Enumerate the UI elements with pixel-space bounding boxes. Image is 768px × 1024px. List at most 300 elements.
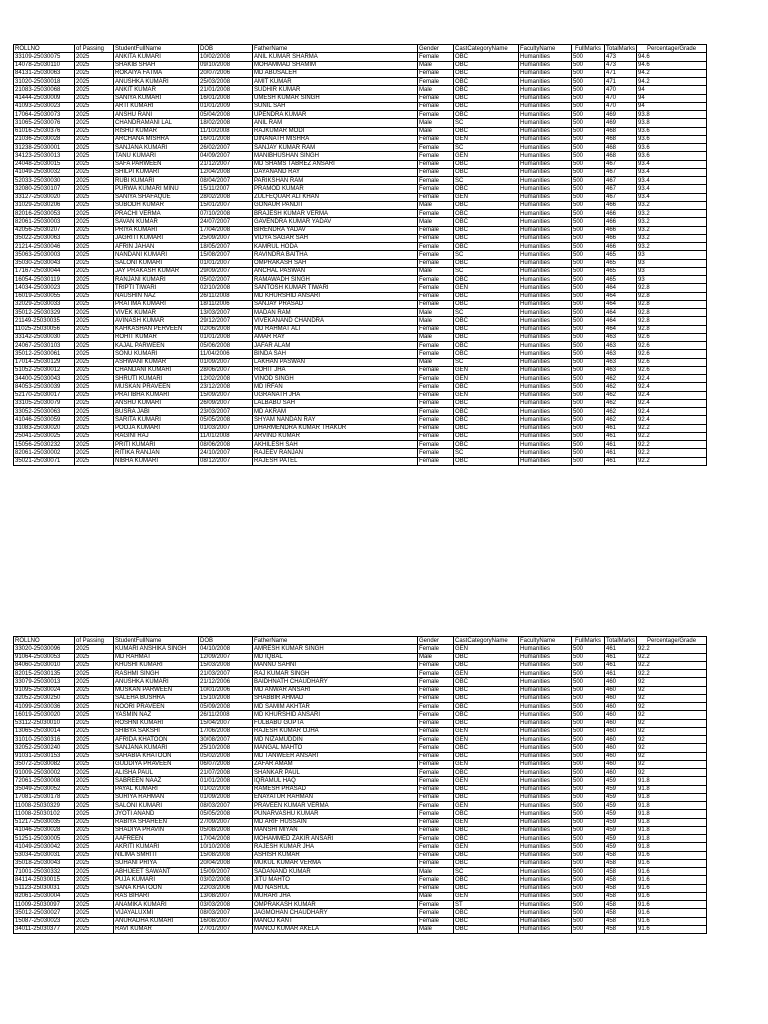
cell-category: GEN <box>454 802 519 810</box>
cell-dob: 25/03/2008 <box>199 78 253 86</box>
cell-year-of-passing: 2025 <box>75 851 114 859</box>
cell-total-marks: 462 <box>605 399 637 407</box>
cell-year-of-passing: 2025 <box>75 694 114 702</box>
cell-full-marks: 500 <box>572 243 605 251</box>
cell-percentage: 91.6 <box>637 868 707 876</box>
cell-student-name: ANKIT KUMAR <box>114 86 199 94</box>
cell-percentage: 92.2 <box>637 645 707 653</box>
cell-full-marks: 500 <box>572 818 605 826</box>
cell-full-marks: 500 <box>572 86 605 94</box>
cell-dob: 15/10/2008 <box>199 694 253 702</box>
cell-faculty: Humanities <box>519 686 572 694</box>
cell-dob: 10/01/2006 <box>199 686 253 694</box>
cell-rollno: 51217-25030035 <box>14 818 75 826</box>
cell-year-of-passing: 2025 <box>75 901 114 909</box>
cell-faculty: Humanities <box>519 276 572 284</box>
cell-percentage: 92.4 <box>637 408 707 416</box>
cell-percentage: 92.8 <box>637 325 707 333</box>
column-header-total-marks: TotalMarks <box>606 637 636 644</box>
cell-father-name: UGRANATH JHA <box>253 391 418 399</box>
cell-category: GEN <box>454 284 519 292</box>
cell-rollno: 31238-25030001 <box>14 144 75 152</box>
cell-student-name: RISHU KUMAR <box>114 127 199 135</box>
cell-father-name: MD SHAMS TABREZ ANSARI <box>253 160 418 168</box>
table-row <box>14 342 707 350</box>
cell-dob: 09/10/2008 <box>199 61 253 69</box>
table-row <box>14 317 707 325</box>
cell-year-of-passing: 2025 <box>75 727 114 735</box>
cell-year-of-passing: 2025 <box>75 661 114 669</box>
cell-rollno: 72061-25030008 <box>14 777 75 785</box>
cell-category: OBC <box>454 719 519 727</box>
cell-category: OBC <box>454 234 519 242</box>
cell-full-marks: 500 <box>572 399 605 407</box>
cell-gender: Female <box>418 711 454 719</box>
cell-rollno: 11008-25030102 <box>14 810 75 818</box>
cell-dob: 11/10/2008 <box>199 127 253 135</box>
cell-rollno: 14034-25030023 <box>14 284 75 292</box>
cell-full-marks: 500 <box>572 719 605 727</box>
cell-percentage: 92.2 <box>637 661 707 669</box>
cell-faculty: Humanities <box>519 300 572 308</box>
cell-total-marks: 459 <box>605 810 637 818</box>
cell-faculty: Humanities <box>519 703 572 711</box>
cell-total-marks: 469 <box>605 119 637 127</box>
cell-rollno: 82061-25030004 <box>14 892 75 900</box>
cell-gender: Female <box>418 785 454 793</box>
cell-percentage: 91.6 <box>637 901 707 909</box>
cell-percentage: 93.2 <box>637 226 707 234</box>
cell-student-name: AFRIDA KHATOON <box>114 736 199 744</box>
cell-student-name: SHRUTI KUMARI <box>114 375 199 383</box>
cell-father-name: DHARMENDRA KUMAR THAKUR <box>253 424 418 432</box>
cell-category: OBC <box>454 686 519 694</box>
cell-rollno: 35018-25030043 <box>14 859 75 867</box>
table-row <box>14 901 707 909</box>
table-row <box>14 391 707 399</box>
cell-total-marks: 460 <box>605 736 637 744</box>
cell-year-of-passing: 2025 <box>75 201 114 209</box>
cell-faculty: Humanities <box>519 810 572 818</box>
cell-percentage: 92 <box>637 752 707 760</box>
cell-full-marks: 500 <box>572 342 605 350</box>
cell-percentage: 93.4 <box>637 168 707 176</box>
cell-category: OBC <box>454 226 519 234</box>
table-row <box>14 358 707 366</box>
table-row <box>14 234 707 242</box>
cell-category: OBC <box>454 424 519 432</box>
cell-father-name: RAMESH PRASAD <box>253 785 418 793</box>
cell-dob: 12/04/2008 <box>199 168 253 176</box>
cell-category: GEN <box>454 375 519 383</box>
cell-rollno: 34123-25030013 <box>14 152 75 160</box>
cell-total-marks: 470 <box>605 102 637 110</box>
cell-rollno: 84053-25030039 <box>14 383 75 391</box>
cell-percentage: 92.8 <box>637 284 707 292</box>
cell-gender: Female <box>418 210 454 218</box>
cell-father-name: AMRESH KUMAR SINGH <box>253 645 418 653</box>
cell-year-of-passing: 2025 <box>75 168 114 176</box>
cell-percentage: 91.8 <box>637 785 707 793</box>
cell-father-name: BAIDHNATH CHAUDHARY <box>253 678 418 686</box>
cell-father-name: SUNIL SAH <box>253 102 418 110</box>
cell-year-of-passing: 2025 <box>75 785 114 793</box>
table-row <box>14 727 707 735</box>
cell-rollno: 51251-25030005 <box>14 835 75 843</box>
cell-percentage: 93.2 <box>637 201 707 209</box>
cell-percentage: 92.6 <box>637 350 707 358</box>
cell-gender: Female <box>418 884 454 892</box>
cell-father-name: MANOJ KUMAR AKELA <box>253 925 418 933</box>
cell-category: OBC <box>454 160 519 168</box>
table-row <box>14 350 707 358</box>
cell-dob: 26/09/2007 <box>199 399 253 407</box>
cell-father-name: ANIL RAM <box>253 119 418 127</box>
cell-year-of-passing: 2025 <box>75 408 114 416</box>
table-row <box>14 670 707 678</box>
cell-gender: Female <box>418 375 454 383</box>
cell-student-name: RAGINI RAJ <box>114 432 199 440</box>
cell-faculty: Humanities <box>519 653 572 661</box>
cell-total-marks: 467 <box>605 177 637 185</box>
cell-student-name: PRITI KUMARI <box>114 441 199 449</box>
cell-gender: Female <box>418 424 454 432</box>
cell-gender: Female <box>418 760 454 768</box>
table-row <box>14 201 707 209</box>
table-row <box>14 802 707 810</box>
cell-gender: Female <box>418 661 454 669</box>
cell-dob: 01/09/2007 <box>199 358 253 366</box>
cell-gender: Female <box>418 243 454 251</box>
cell-father-name: MD ANWAR ANSARI <box>253 686 418 694</box>
cell-percentage: 93.6 <box>637 135 707 143</box>
cell-gender: Female <box>418 102 454 110</box>
cell-total-marks: 461 <box>605 661 637 669</box>
cell-father-name: MD RAHMAT ALI <box>253 325 418 333</box>
cell-faculty: Humanities <box>519 785 572 793</box>
table-row <box>14 909 707 917</box>
cell-rollno: 84060-25030010 <box>14 661 75 669</box>
cell-year-of-passing: 2025 <box>75 909 114 917</box>
cell-percentage: 92 <box>637 694 707 702</box>
cell-category: OBC <box>454 826 519 834</box>
cell-rollno: 13065-25030014 <box>14 727 75 735</box>
cell-full-marks: 500 <box>572 727 605 735</box>
cell-gender: Male <box>418 892 454 900</box>
cell-gender: Male <box>418 201 454 209</box>
cell-category: OBC <box>454 711 519 719</box>
cell-total-marks: 465 <box>605 259 637 267</box>
cell-total-marks: 458 <box>605 917 637 925</box>
cell-father-name: ANCHAL PASWAN <box>253 267 418 275</box>
table-row <box>14 760 707 768</box>
table-row <box>14 193 707 201</box>
cell-year-of-passing: 2025 <box>75 711 114 719</box>
cell-student-name: RAS BIHARI <box>114 892 199 900</box>
cell-faculty: Humanities <box>519 69 572 77</box>
cell-full-marks: 500 <box>572 769 605 777</box>
cell-faculty: Humanities <box>519 901 572 909</box>
cell-dob: 18/02/2008 <box>199 119 253 127</box>
cell-gender: Female <box>418 366 454 374</box>
cell-faculty: Humanities <box>519 358 572 366</box>
cell-category: SC <box>454 119 519 127</box>
cell-gender: Female <box>418 645 454 653</box>
cell-father-name: BIRENDRA YADAV <box>253 226 418 234</box>
cell-full-marks: 500 <box>572 441 605 449</box>
table-row <box>14 826 707 834</box>
cell-dob: 04/09/2007 <box>199 152 253 160</box>
cell-faculty: Humanities <box>519 441 572 449</box>
cell-year-of-passing: 2025 <box>75 226 114 234</box>
cell-full-marks: 500 <box>572 391 605 399</box>
cell-faculty: Humanities <box>519 851 572 859</box>
cell-category: ST <box>454 901 519 909</box>
cell-father-name: VIVEKANAND CHANDRA <box>253 317 418 325</box>
column-header-dob: DOB <box>199 637 253 645</box>
cell-percentage: 93 <box>637 259 707 267</box>
cell-year-of-passing: 2025 <box>75 61 114 69</box>
cell-total-marks: 466 <box>605 226 637 234</box>
cell-dob: 11/04/2006 <box>199 350 253 358</box>
cell-year-of-passing: 2025 <box>75 234 114 242</box>
cell-father-name: IQRAMUL HAQ <box>253 777 418 785</box>
cell-full-marks: 500 <box>572 350 605 358</box>
cell-percentage: 94.6 <box>637 53 707 61</box>
cell-total-marks: 468 <box>605 144 637 152</box>
cell-category: GEN <box>454 760 519 768</box>
cell-full-marks: 500 <box>572 711 605 719</box>
cell-gender: Male <box>418 925 454 933</box>
cell-total-marks: 458 <box>605 901 637 909</box>
cell-year-of-passing: 2025 <box>75 218 114 226</box>
cell-percentage: 93 <box>637 251 707 259</box>
cell-year-of-passing: 2025 <box>75 449 114 457</box>
cell-year-of-passing: 2025 <box>75 769 114 777</box>
cell-percentage: 94 <box>637 94 707 102</box>
cell-category: OBC <box>454 785 519 793</box>
cell-total-marks: 461 <box>605 645 637 653</box>
cell-faculty: Humanities <box>519 744 572 752</box>
cell-gender: Female <box>418 152 454 160</box>
cell-rollno: 35022-25030063 <box>14 234 75 242</box>
cell-rollno: 33109-25030075 <box>14 53 75 61</box>
cell-father-name: MD ARIF HUSSAIN <box>253 818 418 826</box>
cell-rollno: 35012-25030027 <box>14 909 75 917</box>
cell-dob: 02/06/2008 <box>199 325 253 333</box>
cell-dob: 15/03/2008 <box>199 661 253 669</box>
cell-total-marks: 458 <box>605 859 637 867</box>
cell-percentage: 91.8 <box>637 818 707 826</box>
cell-faculty: Humanities <box>519 201 572 209</box>
cell-full-marks: 500 <box>572 193 605 201</box>
cell-gender: Female <box>418 686 454 694</box>
cell-category: OBC <box>454 259 519 267</box>
column-header-rollno: ROLLNO <box>14 45 75 53</box>
cell-category: OBC <box>454 333 519 341</box>
cell-student-name: SABREEN NAAZ <box>114 777 199 785</box>
cell-category: OBC <box>454 769 519 777</box>
cell-category: OBC <box>454 210 519 218</box>
cell-full-marks: 500 <box>572 234 605 242</box>
cell-total-marks: 462 <box>605 391 637 399</box>
cell-year-of-passing: 2025 <box>75 358 114 366</box>
cell-rollno: 91064-25030053 <box>14 653 75 661</box>
table-row <box>14 868 707 876</box>
cell-dob: 16/01/2008 <box>199 94 253 102</box>
cell-student-name: TANU KUMARI <box>114 152 199 160</box>
cell-total-marks: 461 <box>605 670 637 678</box>
cell-full-marks: 500 <box>572 267 605 275</box>
cell-full-marks: 500 <box>572 901 605 909</box>
cell-faculty: Humanities <box>519 777 572 785</box>
cell-father-name: MD NIZAMUDDIN <box>253 736 418 744</box>
cell-full-marks: 500 <box>572 135 605 143</box>
cell-category: SC <box>454 251 519 259</box>
table-row <box>14 251 707 259</box>
cell-dob: 04/10/2008 <box>199 645 253 653</box>
cell-year-of-passing: 2025 <box>75 251 114 259</box>
cell-full-marks: 500 <box>572 892 605 900</box>
cell-father-name: MD KHURSHID ANSARI <box>253 292 418 300</box>
cell-full-marks: 500 <box>572 653 605 661</box>
cell-total-marks: 468 <box>605 135 637 143</box>
cell-gender: Female <box>418 909 454 917</box>
cell-year-of-passing: 2025 <box>75 309 114 317</box>
table-row <box>14 135 707 143</box>
cell-gender: Male <box>418 218 454 226</box>
cell-rollno: 35072-25030082 <box>14 760 75 768</box>
cell-gender: Female <box>418 901 454 909</box>
cell-total-marks: 463 <box>605 342 637 350</box>
cell-year-of-passing: 2025 <box>75 678 114 686</box>
cell-student-name: ANUSHKA KUMARI <box>114 78 199 86</box>
cell-dob: 08/06/2008 <box>199 441 253 449</box>
cell-dob: 17/06/2008 <box>199 727 253 735</box>
cell-student-name: VIJAYALUXMI <box>114 909 199 917</box>
cell-faculty: Humanities <box>519 711 572 719</box>
table-row <box>14 449 707 457</box>
cell-faculty: Humanities <box>519 892 572 900</box>
table-row <box>14 884 707 892</box>
table-row <box>14 383 707 391</box>
cell-full-marks: 500 <box>572 909 605 917</box>
cell-student-name: AFRIN JAHAN <box>114 243 199 251</box>
table-row <box>14 300 707 308</box>
cell-student-name: SAFA PARWEEN <box>114 160 199 168</box>
cell-student-name: NAUSHIN NAZ <box>114 292 199 300</box>
cell-full-marks: 500 <box>572 752 605 760</box>
cell-rollno: 34400-25030043 <box>14 375 75 383</box>
cell-gender: Female <box>418 391 454 399</box>
cell-father-name: SHANKAR PAUL <box>253 769 418 777</box>
cell-student-name: BUSRA JABI <box>114 408 199 416</box>
cell-gender: Female <box>418 736 454 744</box>
cell-dob: 01/09/2008 <box>199 793 253 801</box>
cell-year-of-passing: 2025 <box>75 193 114 201</box>
cell-student-name: ANAMIKA KUMARI <box>114 901 199 909</box>
table-row <box>14 61 707 69</box>
cell-gender: Female <box>418 457 454 465</box>
cell-student-name: KAHKASHAN PERVEEN <box>114 325 199 333</box>
cell-student-name: ANURADHA KUMARI <box>114 917 199 925</box>
cell-father-name: DAYANAND RAY <box>253 168 418 176</box>
cell-percentage: 91.6 <box>637 851 707 859</box>
cell-percentage: 92 <box>637 736 707 744</box>
cell-full-marks: 500 <box>572 703 605 711</box>
cell-dob: 16/08/2007 <box>199 917 253 925</box>
table-row <box>14 859 707 867</box>
table-row <box>14 653 707 661</box>
cell-total-marks: 465 <box>605 276 637 284</box>
cell-faculty: Humanities <box>519 859 572 867</box>
cell-full-marks: 500 <box>572 127 605 135</box>
cell-percentage: 92.2 <box>637 457 707 465</box>
cell-faculty: Humanities <box>519 449 572 457</box>
cell-year-of-passing: 2025 <box>75 777 114 785</box>
cell-father-name: MD NASRUL <box>253 884 418 892</box>
cell-dob: 23/03/2007 <box>199 408 253 416</box>
cell-year-of-passing: 2025 <box>75 292 114 300</box>
cell-dob: 30/08/2007 <box>199 736 253 744</box>
cell-student-name: NOORI PRAVEEN <box>114 703 199 711</box>
cell-father-name: JAFAR ALAM <box>253 342 418 350</box>
table-row <box>14 276 707 284</box>
table-row <box>14 94 707 102</box>
cell-student-name: SHIBYA SAKSHI <box>114 727 199 735</box>
cell-faculty: Humanities <box>519 719 572 727</box>
cell-total-marks: 464 <box>605 284 637 292</box>
cell-student-name: PRACHI VERMA <box>114 210 199 218</box>
cell-year-of-passing: 2025 <box>75 127 114 135</box>
cell-father-name: LAKHAN PASWAN <box>253 358 418 366</box>
table-row <box>14 168 707 176</box>
cell-father-name: ZAFAR AMAM <box>253 760 418 768</box>
column-header-percentage: Percentage/Grade <box>637 45 707 53</box>
cell-dob: 20/04/2008 <box>199 859 253 867</box>
cell-full-marks: 500 <box>572 868 605 876</box>
cell-student-name: PAYAL KUMARI <box>114 785 199 793</box>
cell-student-name: CHANDRAMANI LAL <box>114 119 199 127</box>
column-header-faculty: FacultyName <box>519 637 572 645</box>
cell-gender: Female <box>418 835 454 843</box>
cell-category: OBC <box>454 408 519 416</box>
cell-gender: Female <box>418 78 454 86</box>
cell-student-name: SHAKIB SHAH <box>114 61 199 69</box>
cell-faculty: Humanities <box>519 135 572 143</box>
cell-year-of-passing: 2025 <box>75 383 114 391</box>
cell-full-marks: 500 <box>572 276 605 284</box>
results-table-2 <box>13 636 707 934</box>
cell-rollno: 14078-25030110 <box>14 61 75 69</box>
cell-gender: Female <box>418 876 454 884</box>
cell-faculty: Humanities <box>519 925 572 933</box>
cell-category: SC <box>454 144 519 152</box>
cell-percentage: 92.4 <box>637 416 707 424</box>
cell-father-name: RAMAWADH SINGH <box>253 276 418 284</box>
cell-father-name: VINOD SINGH <box>253 375 418 383</box>
table-body <box>14 645 707 934</box>
cell-dob: 29/12/2007 <box>199 317 253 325</box>
cell-full-marks: 500 <box>572 408 605 416</box>
cell-gender: Female <box>418 144 454 152</box>
cell-gender: Male <box>418 86 454 94</box>
cell-full-marks: 500 <box>572 785 605 793</box>
table-row <box>14 711 707 719</box>
cell-faculty: Humanities <box>519 375 572 383</box>
cell-full-marks: 500 <box>572 457 605 465</box>
table-row <box>14 917 707 925</box>
